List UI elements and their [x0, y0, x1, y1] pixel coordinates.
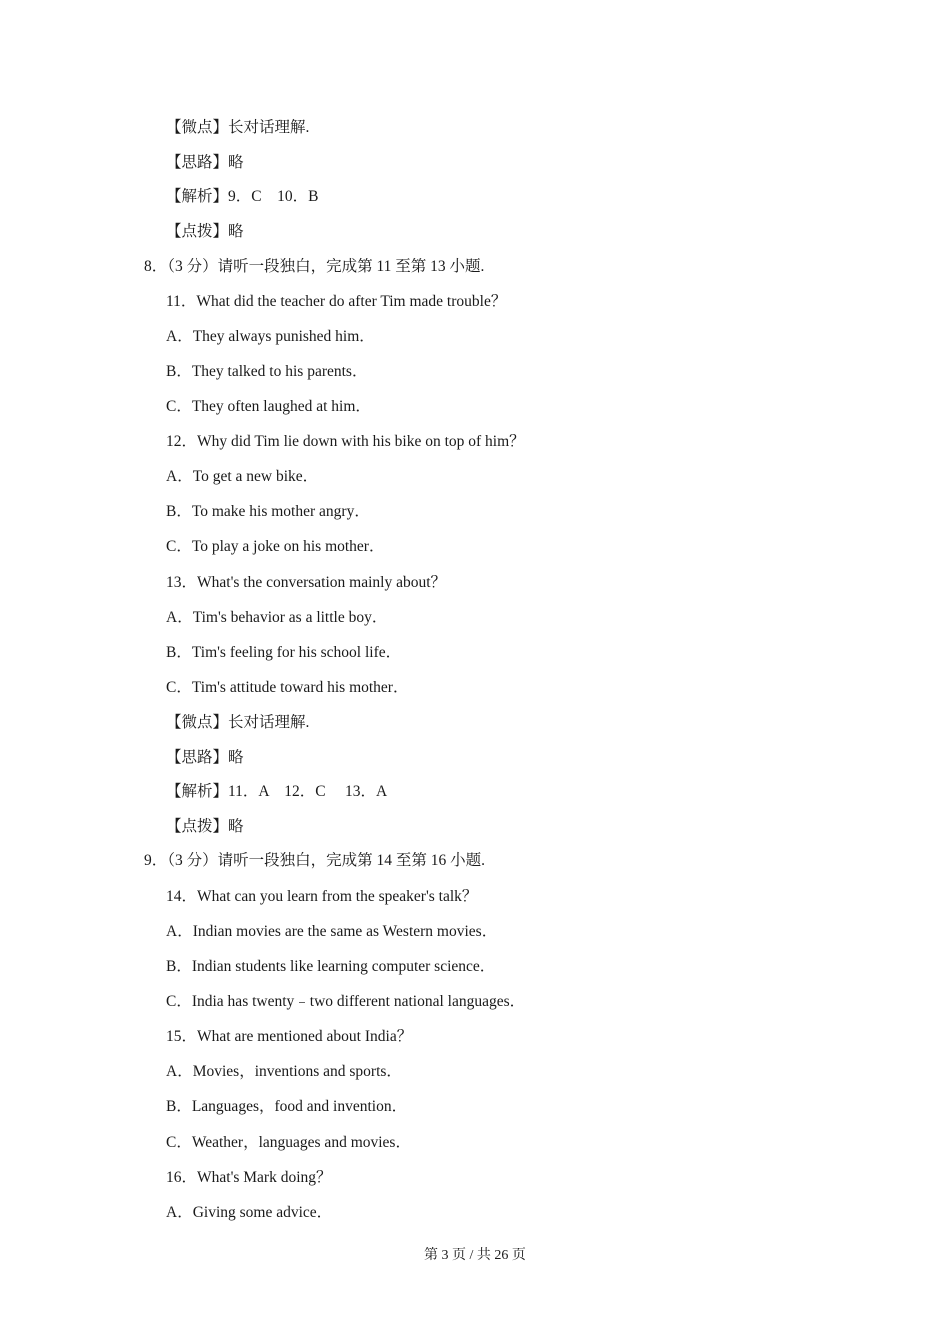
q12-option-b: B．To make his mother angry． [166, 503, 370, 520]
q12-stem: 12．Why did Tim lie down with his bike on top of him？ [166, 433, 525, 450]
question-8-jiexi: 【解析】11．A 12．C 13．A [166, 783, 388, 800]
q15-option-b: B．Languages，food and invention． [166, 1098, 408, 1115]
page-footer: 第 3 页 / 共 26 页 [424, 1248, 526, 1263]
q14-option-c: C．India has twenty﹣two different national languages． [166, 993, 526, 1010]
q11-stem: 11．What did the teacher do after Tim made trouble？ [166, 293, 507, 310]
question-8-silu: 【思路】略 [166, 749, 244, 766]
q16-option-a: A．Giving some advice． [166, 1204, 333, 1221]
q15-stem: 15．What are mentioned about India？ [166, 1028, 413, 1045]
q14-stem: 14．What can you learn from the speaker's talk？ [166, 888, 478, 905]
question-8-header: 8．（3 分）请听一段独白，完成第 11 至第 13 小题. [144, 258, 485, 275]
q11-option-b: B．They talked to his parents． [166, 363, 368, 380]
q11-option-c: C．They often laughed at him． [166, 398, 371, 415]
section-a-silu: 【思路】略 [166, 154, 244, 171]
q12-option-c: C．To play a joke on his mother． [166, 538, 385, 555]
q13-option-b: B．Tim's feeling for his school life． [166, 644, 402, 661]
q13-option-c: C．Tim's attitude toward his mother． [166, 679, 409, 696]
q13-stem: 13．What's the conversation mainly about？ [166, 574, 447, 591]
section-a-jiexi: 【解析】9．C 10．B [166, 188, 319, 205]
section-a-dianbo: 【点拨】略 [166, 223, 244, 240]
q15-option-c: C．Weather，languages and movies． [166, 1134, 411, 1151]
q16-stem: 16．What's Mark doing？ [166, 1169, 332, 1186]
question-9-header: 9．（3 分）请听一段独白，完成第 14 至第 16 小题. [144, 852, 486, 869]
q11-option-a: A．They always punished him． [166, 328, 375, 345]
q15-option-a: A．Movies，inventions and sports． [166, 1063, 402, 1080]
question-8-weidian: 【微点】长对话理解. [166, 714, 310, 731]
q14-option-b: B．Indian students like learning computer science． [166, 958, 496, 975]
question-8-dianbo: 【点拨】略 [166, 818, 244, 835]
q14-option-a: A．Indian movies are the same as Western movies． [166, 923, 498, 940]
q12-option-a: A．To get a new bike． [166, 468, 319, 485]
section-a-weidian: 【微点】长对话理解. [166, 119, 310, 136]
q13-option-a: A．Tim's behavior as a little boy． [166, 609, 388, 626]
